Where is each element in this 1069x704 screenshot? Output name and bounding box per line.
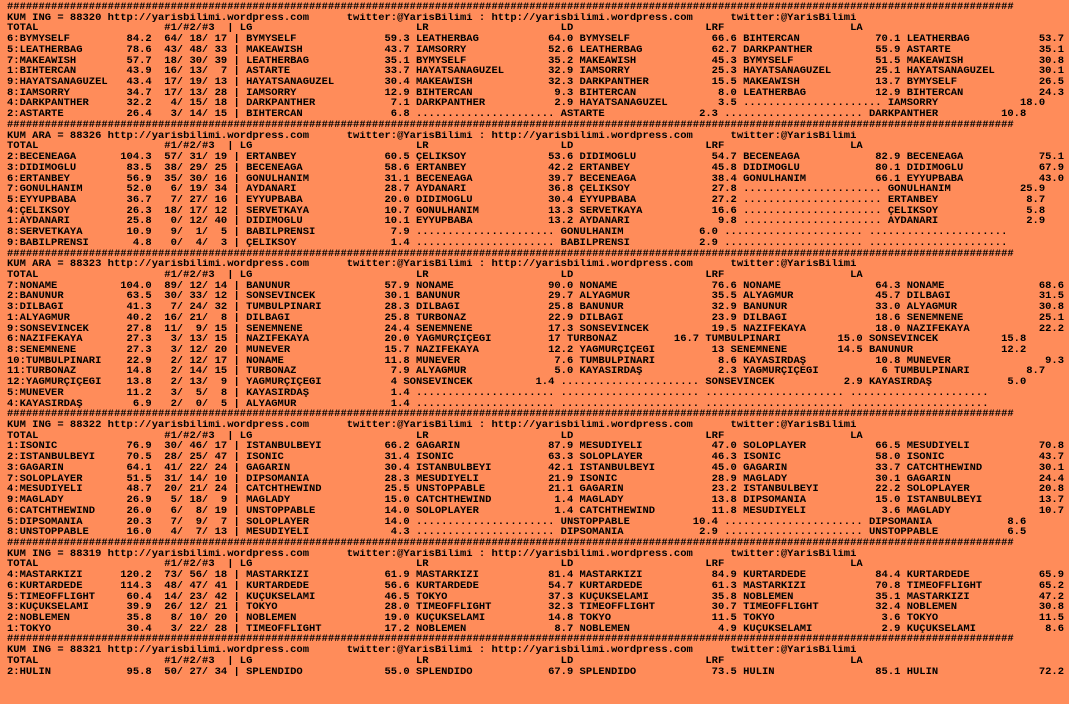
section-separator: ################################################################################################################################################################ bbox=[7, 119, 1014, 131]
table-row: 6:CATCHTHEWIND 26.0 6/ 8/ 19 | UNSTOPPABLE 14.0 SOLOPLAYER 1.4 CATCHTHEWIND 11.8 MESUDİYELİ 3.6 MAGLADY 10.7 bbox=[7, 505, 1064, 517]
race-header: KUM ING = 88319 http://yarisbilimi.wordpress.com twitter:@YarisBilimi : http://yarisbilimi.wordpress.com twitter:@YarisBilimi bbox=[7, 548, 857, 560]
table-row: 7:MAKEAWISH 57.7 18/ 30/ 39 | LEATHERBAG 35.1 BYMYSELF 35.2 MAKEAWISH 45.3 BYMYSELF 51.5 MAKEAWISH 30.8 bbox=[7, 55, 1064, 67]
table-row: 2:ASTARTE 26.4 3/ 14/ 15 | BİHTERCAN 6.8 ...................... ASTARTE 2.3 ...................... DARKPANTHER 10.8 bbox=[7, 109, 1027, 120]
table-row: 2:İSTANBULBEYİ 70.5 28/ 25/ 47 | ISONIC 31.4 ISONIC 63.3 SOLOPLAYER 46.3 ISONIC 58.0 ISONIC 43.7 bbox=[7, 452, 1064, 463]
table-row: 6:BYMYSELF 84.2 64/ 18/ 17 | BYMYSELF 59.3 LEATHERBAG 64.0 BYMYSELF 66.6 BİHTERCAN 70.1 LEATHERBAG 53.7 bbox=[7, 34, 1064, 45]
column-header: TOTAL #1/#2/#3 | LG LR LD LRF LA bbox=[7, 655, 863, 667]
table-row: 7:SOLOPLAYER 51.5 31/ 14/ 10 | DİPSOMANİA 28.3 MESUDİYELİ 21.9 ISONIC 28.9 MAGLADY 30.1 GAGARİN 24.4 bbox=[7, 473, 1064, 485]
section-separator: ################################################################################################################################################################ bbox=[7, 2, 1014, 13]
table-row: 9:HAYATSANAGÜZEL 43.4 17/ 19/ 13 | HAYATSANAGÜZEL 30.4 MAKEAWISH 32.3 DARKPANTHER 15.5 MAKEAWISH 13.7 BYMYSELF 26.5 bbox=[7, 77, 1064, 88]
table-row: 1:ISONIC 76.9 30/ 46/ 17 | İSTANBULBEYİ 66.2 GAGARİN 87.9 MESUDİYELİ 47.0 SOLOPLAYER 66.5 MESUDİYELİ 70.8 bbox=[7, 441, 1064, 453]
section-separator: ################################################################################################################################################################ bbox=[7, 248, 1014, 260]
table-row: 3:GAGARİN 64.1 41/ 22/ 24 | GAGARİN 30.4 İSTANBULBEYİ 42.1 İSTANBULBEYİ 45.0 GAGARİN 33.7 CATCHTHEWIND 30.1 bbox=[7, 462, 1064, 474]
table-row: 4:ÇELİKSOY 26.3 18/ 17/ 12 | SERVETKAYA 10.7 GÖNÜLHANIM 13.3 SERVETKAYA 16.6 ...................... ÇELİKSOY 5.8 bbox=[7, 205, 1046, 217]
table-row: 6:NAZİFEKAYA 27.3 3/ 13/ 15 | NAZİFEKAYA 20.0 YAĞMURÇİÇEĞİ 17 TURBONAZ 16.7 TUMBULPINARI 15.0 SONSEVİNCEK 15.8 bbox=[7, 334, 1027, 345]
table-row: 5:LEATHERBAG 78.6 43/ 48/ 33 | MAKEAWISH 43.7 IAMSORRY 52.6 LEATHERBAG 62.7 DARKPANTHER 55.9 ASTARTE 35.1 bbox=[7, 44, 1064, 56]
table-row: 2:NOBLEMEN 35.8 8/ 10/ 20 | NOBLEMEN 19.0 KÜÇÜKSELAMİ 14.8 TOKYO 11.5 TOKYO 3.6 TOKYO 11.5 bbox=[7, 612, 1064, 624]
table-row: 10:TUMBULPINARI 22.9 2/ 12/ 17 | NONAME 11.8 MÜNEVER 7.6 TUMBULPINARI 8.6 KAYASIRDAŞ 10.8 MÜNEVER 9.3 bbox=[7, 355, 1064, 367]
table-row: 7:NONAME 104.0 89/ 12/ 14 | BANUNUR 57.9 NONAME 90.0 NONAME 76.6 NONAME 64.3 NONAME 68.6 bbox=[7, 280, 1064, 292]
race-header: KUM ING = 88322 http://yarisbilimi.wordpress.com twitter:@YarisBilimi : http://yarisbilimi.wordpress.com twitter:@YarisBilimi bbox=[7, 420, 857, 431]
table-row: 2:BANUNUR 63.5 30/ 33/ 12 | SONSEVİNCEK 30.1 BANUNUR 29.7 ALYAĞMUR 35.5 ALYAĞMUR 45.7 DİLBAĞI 31.5 bbox=[7, 291, 1064, 303]
section-separator: ################################################################################################################################################################ bbox=[7, 634, 1014, 646]
table-row: 9:SONSEVİNCEK 27.8 11/ 9/ 15 | SENEMNENE 24.4 SENEMNENE 17.3 SONSEVİNCEK 19.5 NAZİFEKAYA 18.0 NAZİFEKAYA 22.2 bbox=[7, 323, 1064, 335]
table-row: 4:MASTARKIZI 120.2 73/ 56/ 18 | MASTARKIZI 61.9 MASTARKIZI 81.4 MASTARKIZI 84.9 KURTARDEDE 84.4 KURTARDEDE 65.9 bbox=[7, 570, 1064, 581]
table-row: 6:KURTARDEDE 114.3 48/ 47/ 41 | KURTARDEDE 56.6 KURTARDEDE 54.7 KURTARDEDE 61.3 MASTARKIZI 70.8 TIMEOFFLIGHT 65.2 bbox=[7, 580, 1064, 592]
table-row: 5:TIMEOFFLIGHT 60.4 14/ 23/ 42 | KÜÇÜKSELAMİ 46.5 TOKYO 37.3 KÜÇÜKSELAMİ 35.8 NOBLEMEN 35.1 MASTARKIZI 47.2 bbox=[7, 591, 1064, 603]
table-row: 11:TURBONAZ 14.8 2/ 14/ 15 | TURBONAZ 7.9 ALYAĞMUR 5.0 KAYASIRDAŞ 2.3 YAĞMURÇİÇEĞİ 6 TUMBULPINARI 8.7 bbox=[7, 366, 1046, 378]
table-row: 1:TOKYO 30.4 3/ 22/ 28 | TIMEOFFLIGHT 17.2 NOBLEMEN 8.7 NOBLEMEN 4.9 KÜÇÜKSELAMİ 2.9 KÜÇÜKSELAMİ 8.6 bbox=[7, 623, 1064, 635]
race-header: KUM ARA = 88323 http://yarisbilimi.wordpress.com twitter:@YarisBilimi : http://yarisbilimi.wordpress.com twitter:@YarisBilimi bbox=[7, 259, 857, 270]
table-row: 8:SENEMNENE 27.3 3/ 12/ 20 | MÜNEVER 15.7 NAZİFEKAYA 12.2 YAĞMURÇİÇEĞİ 13 SENEMNENE 14.5 BANUNUR 12.2 bbox=[7, 345, 1027, 356]
table-row: 1:ALYAĞMUR 40.2 16/ 21/ 8 | DİLBAĞI 25.8 TURBONAZ 22.9 DİLBAĞI 23.9 DİLBAĞI 18.6 SENEMNENE 25.1 bbox=[7, 312, 1064, 324]
race-header: KUM ARA = 88326 http://yarisbilimi.wordpress.com twitter:@YarisBilimi : http://yarisbilimi.wordpress.com twitter:@YarisBilimi bbox=[7, 130, 857, 142]
table-row: 3:DİLBAĞI 41.3 7/ 24/ 32 | TUMBULPINARI 28.3 DİLBAĞI 25.8 BANUNUR 32.9 BANUNUR 33.0 ALYAĞMUR 30.8 bbox=[7, 302, 1064, 313]
table-row: 5:DİPSOMANİA 20.3 7/ 9/ 7 | SOLOPLAYER 14.0 ...................... UNSTOPPABLE 10.4 ...................... DİPSOMANİA 8.6 bbox=[7, 516, 1027, 528]
table-row: 8:UNSTOPPABLE 16.0 4/ 7/ 13 | MESUDİYELİ 4.3 ...................... DİPSOMANİA 2.9 ...................... UNSTOPPABLE 6.5 bbox=[7, 527, 1027, 538]
column-header: TOTAL #1/#2/#3 | LG LR LD LRF LA bbox=[7, 141, 863, 153]
table-row: 8:IAMSORRY 34.7 17/ 13/ 28 | IAMSORRY 12.9 BİHTERCAN 9.3 BİHTERCAN 8.0 LEATHERBAG 12.9 BİHTERCAN 24.3 bbox=[7, 87, 1064, 99]
race-statistics-document bbox=[7, 2, 1067, 677]
table-row: 3:DİDİMOĞLU 83.5 38/ 29/ 25 | BECENEAĞA 58.6 ERTANBEY 42.2 ERTANBEY 45.8 DİDİMOĞLU 80.1 DİDİMOĞLU 67.9 bbox=[7, 162, 1064, 174]
table-row: 9:BABILPRENSİ 4.8 0/ 4/ 3 | ÇELİKSOY 1.4 ...................... BABILPRENSİ 2.9 ...................... ...................... bbox=[7, 237, 1008, 249]
table-row: 2:BECENEAĞA 104.3 57/ 31/ 19 | ERTANBEY 60.5 ÇELİKSOY 53.6 DİDİMOĞLU 54.7 BECENEAĞA 82.9 BECENEAĞA 75.1 bbox=[7, 152, 1064, 163]
table-row: 4:MESUDİYELİ 48.7 20/ 21/ 24 | CATCHTHEWIND 25.5 UNSTOPPABLE 21.1 GAGARİN 23.2 İSTANBULBEYİ 22.2 SOLOPLAYER 20.8 bbox=[7, 484, 1064, 496]
column-header: TOTAL #1/#2/#3 | LG LR LD LRF LA bbox=[7, 430, 863, 442]
table-row: 12:YAĞMURÇİÇEĞİ 13.8 2/ 13/ 9 | YAĞMURÇİÇEĞİ 4 SONSEVİNCEK 1.4 ...................... SONSEVİNCEK 2.9 KAYASIRDAŞ 5.0 bbox=[7, 377, 1027, 388]
race-header: KUM ING = 88320 http://yarisbilimi.wordpress.com twitter:@YarisBilimi : http://yarisbilimi.wordpress.com twitter:@YarisBilimi bbox=[7, 12, 857, 24]
section-separator: ################################################################################################################################################################ bbox=[7, 537, 1014, 549]
column-header: TOTAL #1/#2/#3 | LG LR LD LRF LA bbox=[7, 23, 863, 35]
table-row: 6:ERTANBEY 56.9 35/ 30/ 16 | GÖNÜLHANIM 31.1 BECENEAĞA 39.7 BECENEAĞA 38.4 GÖNÜLHANIM 66.1 EYYUPBABA 43.0 bbox=[7, 173, 1064, 185]
table-row: 1:BİHTERCAN 43.9 16/ 13/ 7 | ASTARTE 33.7 HAYATSANAGÜZEL 32.9 IAMSORRY 25.3 HAYATSANAGÜZEL 25.1 HAYATSANAGÜZEL 30.1 bbox=[7, 66, 1064, 78]
table-row: 7:GÖNÜLHANIM 52.0 6/ 19/ 34 | AYDANARI 28.7 AYDANARI 36.8 ÇELİKSOY 27.8 ...................... GÖNÜLHANIM 25.9 bbox=[7, 184, 1046, 195]
table-row: 5:MÜNEVER 11.2 3/ 5/ 8 | KAYASIRDAŞ 1.4 ...................... ...................... ...................... ...................... bbox=[7, 387, 989, 399]
table-row: 1:AYDANARI 25.8 0/ 12/ 40 | DİDİMOĞLU 10.1 EYYUPBABA 13.2 AYDANARI 9.8 ...................... AYDANARI 2.9 bbox=[7, 216, 1046, 228]
table-row: 9:MAGLADY 26.9 5/ 18/ 9 | MAGLADY 15.0 CATCHTHEWIND 1.4 MAGLADY 13.8 DİPSOMANİA 15.0 İSTANBULBEYİ 13.7 bbox=[7, 495, 1064, 506]
column-header: TOTAL #1/#2/#3 | LG LR LD LRF LA bbox=[7, 559, 863, 571]
table-row: 5:EYYUPBABA 36.7 7/ 27/ 16 | EYYUPBABA 20.0 DİDİMOĞLU 30.4 EYYUPBABA 27.2 ...................... ERTANBEY 8.7 bbox=[7, 194, 1046, 206]
table-row: 2:HULİN 95.8 50/ 27/ 34 | SPLENDIDO 55.0 SPLENDIDO 67.9 SPLENDIDO 73.5 HULİN 85.1 HULİN 72.2 bbox=[7, 666, 1064, 678]
table-row: 4:DARKPANTHER 32.2 4/ 15/ 18 | DARKPANTHER 7.1 DARKPANTHER 2.9 HAYATSANAGÜZEL 3.5 ...................... IAMSORRY 18.0 bbox=[7, 98, 1046, 110]
section-separator: ################################################################################################################################################################ bbox=[7, 409, 1014, 421]
table-row: 4:KAYASIRDAŞ 6.9 2/ 0/ 5 | ALYAĞMUR 1.4 ...................... ...................... ...................... ...................... bbox=[7, 398, 989, 410]
table-row: 3:KÜÇÜKSELAMİ 39.9 26/ 12/ 21 | TOKYO 28.0 TIMEOFFLIGHT 32.3 TIMEOFFLIGHT 30.7 TIMEOFFLIGHT 32.4 NOBLEMEN 30.8 bbox=[7, 602, 1064, 613]
column-header: TOTAL #1/#2/#3 | LG LR LD LRF LA bbox=[7, 269, 863, 281]
race-header: KUM ING = 88321 http://yarisbilimi.wordpress.com twitter:@YarisBilimi : http://yarisbilimi.wordpress.com twitter:@YarisBilimi bbox=[7, 645, 857, 656]
table-row: 8:SERVETKAYA 10.9 9/ 1/ 5 | BABILPRENSİ 7.9 ...................... GÖNÜLHANIM 6.0 ...................... ...................... bbox=[7, 227, 1008, 238]
